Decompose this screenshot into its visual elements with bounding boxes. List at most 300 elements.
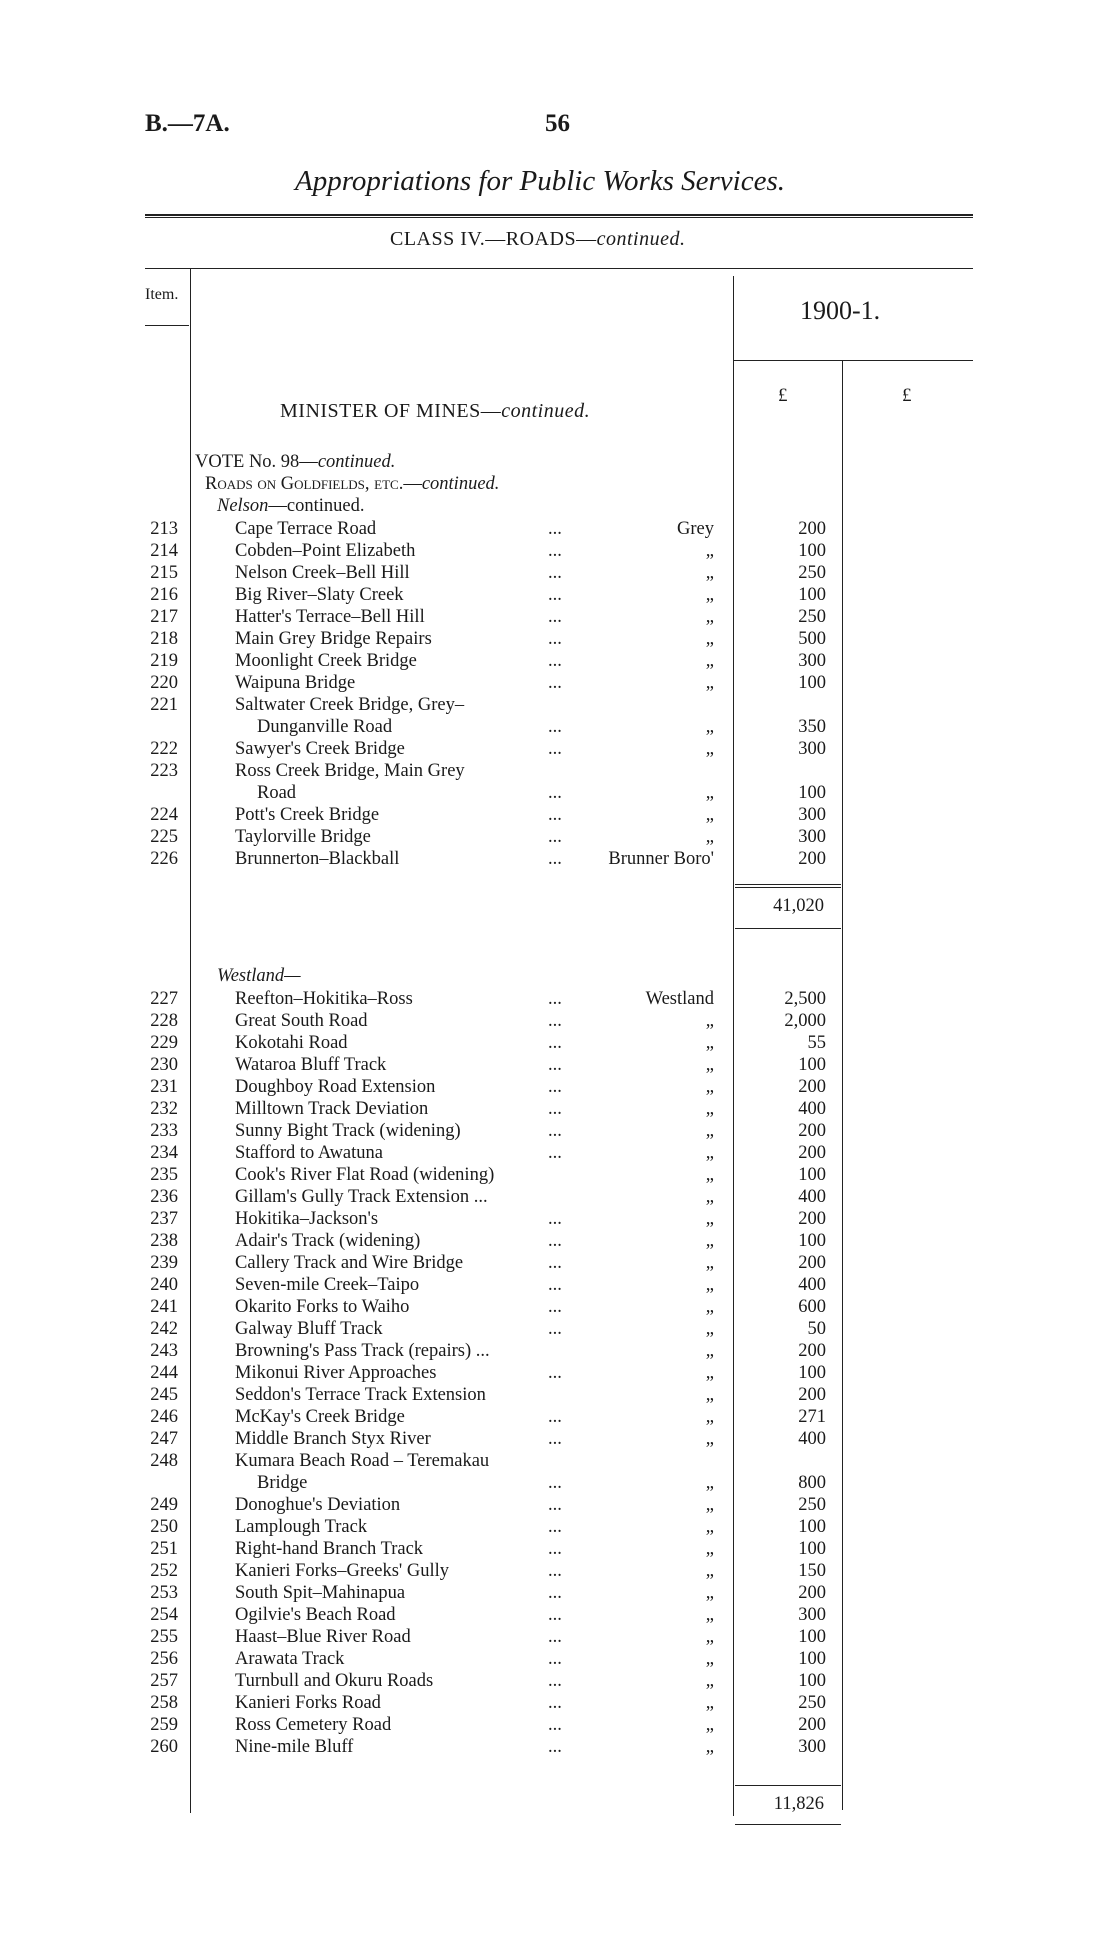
year-header-rule [733, 360, 973, 361]
item-description: Reefton–Hokitika–Ross [235, 989, 413, 1009]
item-location: „ [705, 607, 714, 627]
table-row [0, 1186, 1114, 1208]
leader-dots: ... [548, 1649, 562, 1669]
item-column-header: Item. [145, 286, 179, 303]
table-row [0, 1582, 1114, 1604]
item-amount: 600 [798, 1297, 826, 1317]
leader-dots: ... [548, 1055, 562, 1075]
item-amount: 271 [798, 1407, 826, 1427]
leader-dots: ... [548, 1363, 562, 1383]
item-number: 259 [150, 1715, 178, 1735]
table-row [0, 1340, 1114, 1362]
item-amount: 200 [798, 849, 826, 869]
item-amount: 300 [798, 1737, 826, 1757]
item-location: „ [705, 1517, 714, 1537]
item-description: McKay's Creek Bridge [235, 1407, 405, 1427]
leader-dots: ... [548, 541, 562, 561]
table-row [0, 1164, 1114, 1186]
roads-heading-text: Roads on Goldfields, etc.— [205, 474, 422, 494]
item-amount: 100 [798, 1363, 826, 1383]
item-number: 230 [150, 1055, 178, 1075]
leader-dots: ... [548, 1517, 562, 1537]
item-description: Kumara Beach Road – Teremakau [235, 1451, 490, 1471]
item-number: 228 [150, 1011, 178, 1031]
item-amount: 200 [798, 1715, 826, 1735]
item-description: Gillam's Gully Track Extension ... [235, 1187, 488, 1207]
item-number: 220 [150, 673, 178, 693]
class-heading-suffix: continued. [596, 228, 686, 250]
item-description: Haast–Blue River Road [235, 1627, 411, 1647]
table-row [0, 988, 1114, 1010]
leader-dots: ... [548, 1671, 562, 1691]
nelson-suffix: —continued. [268, 496, 365, 516]
item-description: Ross Creek Bridge, Main Grey [235, 761, 465, 781]
table-row [0, 760, 1114, 782]
item-description: Nine-mile Bluff [235, 1737, 354, 1757]
table-row [0, 1362, 1114, 1384]
item-amount: 200 [798, 1077, 826, 1097]
item-location: „ [705, 1077, 714, 1097]
item-description: Kanieri Forks–Greeks' Gully [235, 1561, 449, 1581]
item-location: „ [705, 1209, 714, 1229]
leader-dots: ... [548, 673, 562, 693]
vote-heading [195, 452, 395, 473]
item-number: 215 [150, 563, 178, 583]
table-row [0, 562, 1114, 584]
item-description: Okarito Forks to Waiho [235, 1297, 410, 1317]
item-amount: 400 [798, 1429, 826, 1449]
table-row [0, 1428, 1114, 1450]
item-description: Big River–Slaty Creek [235, 585, 404, 605]
leader-dots: ... [548, 827, 562, 847]
item-location: „ [705, 1165, 714, 1185]
item-description: Dunganville Road [257, 717, 393, 737]
leader-dots: ... [548, 1209, 562, 1229]
item-amount: 150 [798, 1561, 826, 1581]
table-row [0, 1406, 1114, 1428]
item-description: Milltown Track Deviation [235, 1099, 429, 1119]
item-location: „ [705, 1253, 714, 1273]
item-number: 254 [150, 1605, 178, 1625]
item-description: Seven-mile Creek–Taipo [235, 1275, 420, 1295]
item-number: 223 [150, 761, 178, 781]
item-location: „ [705, 1561, 714, 1581]
leader-dots: ... [548, 563, 562, 583]
item-number: 221 [150, 695, 178, 715]
item-description: Middle Branch Styx River [235, 1429, 431, 1449]
leader-dots: ... [548, 1429, 562, 1449]
item-description: Adair's Track (widening) [235, 1231, 421, 1251]
item-number: 258 [150, 1693, 178, 1713]
item-number: 229 [150, 1033, 178, 1053]
item-amount: 250 [798, 1495, 826, 1515]
item-number: 226 [150, 849, 178, 869]
table-row [0, 1670, 1114, 1692]
item-location: „ [705, 1539, 714, 1559]
item-description: Right-hand Branch Track [235, 1539, 424, 1559]
item-number: 234 [150, 1143, 178, 1163]
table-row [0, 1098, 1114, 1120]
vote-heading-text: VOTE No. 98— [195, 452, 318, 472]
item-amount: 50 [807, 1319, 826, 1339]
leader-dots: ... [548, 805, 562, 825]
table-row [0, 1560, 1114, 1582]
item-location: „ [705, 1363, 714, 1383]
item-location: „ [705, 1341, 714, 1361]
item-number: 236 [150, 1187, 178, 1207]
item-amount: 200 [798, 1341, 826, 1361]
item-location: „ [705, 1473, 714, 1493]
leader-dots: ... [548, 1715, 562, 1735]
item-description: Cook's River Flat Road (widening) [235, 1165, 495, 1185]
item-description: Kokotahi Road [235, 1033, 348, 1053]
item-location: „ [705, 1583, 714, 1603]
table-row [0, 1538, 1114, 1560]
item-location: „ [705, 1297, 714, 1317]
nelson-total-rule-bottom [735, 928, 841, 929]
westland-heading [217, 966, 301, 987]
item-number: 249 [150, 1495, 178, 1515]
table-row [0, 650, 1114, 672]
item-location: „ [705, 1099, 714, 1119]
item-amount: 100 [798, 541, 826, 561]
item-amount: 100 [798, 1231, 826, 1251]
item-amount: 300 [798, 1605, 826, 1625]
item-location: „ [705, 1671, 714, 1691]
vote-heading-suffix: continued. [317, 452, 396, 472]
item-description: Kanieri Forks Road [235, 1693, 381, 1713]
nelson-total-rule-top2 [735, 887, 841, 888]
currency-header-2: £ [902, 385, 912, 406]
item-number: 245 [150, 1385, 178, 1405]
item-description: Hatter's Terrace–Bell Hill [235, 607, 425, 627]
table-row [0, 694, 1114, 716]
table-row [0, 804, 1114, 826]
item-amount: 55 [807, 1033, 826, 1053]
item-description: Waipuna Bridge [235, 673, 356, 693]
item-number: 213 [150, 519, 178, 539]
item-amount: 100 [798, 585, 826, 605]
item-description: Browning's Pass Track (repairs) ... [235, 1341, 490, 1361]
item-number: 251 [150, 1539, 178, 1559]
leader-dots: ... [548, 1539, 562, 1559]
leader-dots: ... [548, 739, 562, 759]
leader-dots: ... [548, 783, 562, 803]
item-amount: 100 [798, 1539, 826, 1559]
item-location: „ [705, 1187, 714, 1207]
item-location: „ [705, 739, 714, 759]
leader-dots: ... [548, 1605, 562, 1625]
item-amount: 100 [798, 1627, 826, 1647]
table-row [0, 1714, 1114, 1736]
item-number: 260 [150, 1737, 178, 1757]
page-title: Appropriations for Public Works Services. [295, 165, 786, 197]
leader-dots: ... [548, 1011, 562, 1031]
table-row [0, 1472, 1114, 1494]
item-amount: 2,000 [784, 1011, 826, 1031]
table-row [0, 1516, 1114, 1538]
table-row [0, 1692, 1114, 1714]
item-number: 248 [150, 1451, 178, 1471]
nelson-heading [217, 496, 364, 517]
nelson-total: 41,020 [773, 896, 824, 916]
item-number: 235 [150, 1165, 178, 1185]
table-row [0, 716, 1114, 738]
item-amount: 100 [798, 1055, 826, 1075]
leader-dots: ... [548, 1253, 562, 1273]
leader-dots: ... [548, 717, 562, 737]
item-amount: 2,500 [784, 989, 826, 1009]
item-description: Brunnerton–Blackball [235, 849, 400, 869]
item-number: 239 [150, 1253, 178, 1273]
table-row [0, 584, 1114, 606]
item-location: „ [705, 1231, 714, 1251]
item-location: „ [705, 651, 714, 671]
item-number: 231 [150, 1077, 178, 1097]
table-row [0, 1076, 1114, 1098]
item-location: „ [705, 1275, 714, 1295]
item-amount: 100 [798, 1165, 826, 1185]
item-description: Bridge [257, 1473, 308, 1493]
item-number: 256 [150, 1649, 178, 1669]
item-amount: 250 [798, 607, 826, 627]
item-location: „ [705, 585, 714, 605]
table-row [0, 628, 1114, 650]
leader-dots: ... [548, 1121, 562, 1141]
year-column-header: 1900-1. [800, 296, 881, 325]
table-row [0, 1142, 1114, 1164]
item-amount: 800 [798, 1473, 826, 1493]
item-amount: 200 [798, 519, 826, 539]
item-amount: 200 [798, 1143, 826, 1163]
item-description: Main Grey Bridge Repairs [235, 629, 432, 649]
item-number: 218 [150, 629, 178, 649]
minister-heading [280, 400, 590, 423]
item-amount: 300 [798, 805, 826, 825]
table-row [0, 1736, 1114, 1758]
item-number: 253 [150, 1583, 178, 1603]
item-location: „ [705, 1649, 714, 1669]
item-description: Lamplough Track [235, 1517, 368, 1537]
item-description: Callery Track and Wire Bridge [235, 1253, 464, 1273]
leader-dots: ... [548, 607, 562, 627]
leader-dots: ... [548, 1495, 562, 1515]
table-row [0, 1032, 1114, 1054]
item-location: Brunner Boro' [608, 849, 714, 869]
item-description: South Spit–Mahinapua [235, 1583, 406, 1603]
item-description: Taylorville Bridge [235, 827, 371, 847]
table-row [0, 1318, 1114, 1340]
item-number: 216 [150, 585, 178, 605]
item-description: Nelson Creek–Bell Hill [235, 563, 410, 583]
item-location: „ [705, 805, 714, 825]
leader-dots: ... [548, 1693, 562, 1713]
item-amount: 400 [798, 1187, 826, 1207]
item-location: „ [705, 717, 714, 737]
westland-total-rule-top [735, 1785, 841, 1786]
item-number: 241 [150, 1297, 178, 1317]
item-amount: 100 [798, 673, 826, 693]
item-description: Sawyer's Creek Bridge [235, 739, 405, 759]
table-row [0, 1208, 1114, 1230]
item-location: „ [705, 541, 714, 561]
item-header-underline [145, 325, 189, 326]
leader-dots: ... [548, 519, 562, 539]
table-row [0, 1010, 1114, 1032]
leader-dots: ... [548, 1099, 562, 1119]
item-amount: 300 [798, 651, 826, 671]
minister-heading-text: MINISTER OF MINES— [280, 400, 502, 422]
leader-dots: ... [548, 1143, 562, 1163]
item-description: Moonlight Creek Bridge [235, 651, 417, 671]
item-number: 242 [150, 1319, 178, 1339]
item-number: 238 [150, 1231, 178, 1251]
item-amount: 200 [798, 1385, 826, 1405]
item-location: „ [705, 1693, 714, 1713]
item-location: „ [705, 1033, 714, 1053]
table-row [0, 1626, 1114, 1648]
item-amount: 200 [798, 1583, 826, 1603]
table-row [0, 518, 1114, 540]
item-description: Great South Road [235, 1011, 368, 1031]
leader-dots: ... [548, 989, 562, 1009]
leader-dots: ... [548, 1627, 562, 1647]
item-number: 225 [150, 827, 178, 847]
item-amount: 350 [798, 717, 826, 737]
table-row [0, 738, 1114, 760]
item-number: 222 [150, 739, 178, 759]
leader-dots: ... [548, 1297, 562, 1317]
item-number: 233 [150, 1121, 178, 1141]
item-amount: 200 [798, 1253, 826, 1273]
table-row [0, 1494, 1114, 1516]
item-description: Ogilvie's Beach Road [235, 1605, 396, 1625]
westland-region-label: Westland— [217, 966, 301, 986]
item-location: „ [705, 1319, 714, 1339]
item-number: 240 [150, 1275, 178, 1295]
item-description: Mikonui River Approaches [235, 1363, 437, 1383]
document-reference: B.—7A. [145, 110, 230, 137]
top-rule [145, 214, 973, 216]
item-location: „ [705, 1715, 714, 1735]
item-description: Donoghue's Deviation [235, 1495, 401, 1515]
table-row [0, 1274, 1114, 1296]
item-amount: 400 [798, 1099, 826, 1119]
table-row [0, 848, 1114, 870]
westland-total-rule-bottom [735, 1824, 841, 1825]
leader-dots: ... [548, 1319, 562, 1339]
item-description: Galway Bluff Track [235, 1319, 383, 1339]
item-location: „ [705, 1627, 714, 1647]
nelson-total-rule-top [735, 884, 841, 885]
item-number: 247 [150, 1429, 178, 1449]
item-amount: 100 [798, 1517, 826, 1537]
table-top-rule [145, 268, 973, 269]
item-description: Doughboy Road Extension [235, 1077, 436, 1097]
leader-dots: ... [548, 629, 562, 649]
item-description: Stafford to Awatuna [235, 1143, 383, 1163]
item-location: „ [705, 563, 714, 583]
roads-heading [205, 474, 499, 495]
item-number: 243 [150, 1341, 178, 1361]
item-location: „ [705, 1055, 714, 1075]
item-amount: 200 [798, 1209, 826, 1229]
item-location: „ [705, 783, 714, 803]
table-row [0, 1384, 1114, 1406]
item-amount: 500 [798, 629, 826, 649]
item-location: Grey [677, 519, 714, 539]
item-location: „ [705, 629, 714, 649]
item-number: 252 [150, 1561, 178, 1581]
item-description: Sunny Bight Track (widening) [235, 1121, 461, 1141]
item-location: „ [705, 1121, 714, 1141]
item-description: Pott's Creek Bridge [235, 805, 380, 825]
item-number: 250 [150, 1517, 178, 1537]
item-location: „ [705, 1011, 714, 1031]
item-amount: 200 [798, 1121, 826, 1141]
item-number: 255 [150, 1627, 178, 1647]
roads-heading-suffix: continued. [421, 474, 500, 494]
item-number: 237 [150, 1209, 178, 1229]
leader-dots: ... [548, 1473, 562, 1493]
item-location: „ [705, 673, 714, 693]
item-number: 244 [150, 1363, 178, 1383]
table-row [0, 1120, 1114, 1142]
table-row [0, 1648, 1114, 1670]
item-amount: 300 [798, 739, 826, 759]
item-description: Saltwater Creek Bridge, Grey– [235, 695, 465, 715]
item-description: Ross Cemetery Road [235, 1715, 392, 1735]
item-location: „ [705, 1407, 714, 1427]
item-description: Arawata Track [235, 1649, 345, 1669]
leader-dots: ... [548, 585, 562, 605]
item-description: Hokitika–Jackson's [235, 1209, 379, 1229]
item-location: „ [705, 1429, 714, 1449]
table-row [0, 1252, 1114, 1274]
item-amount: 100 [798, 1671, 826, 1691]
item-amount: 250 [798, 563, 826, 583]
item-location: „ [705, 1143, 714, 1163]
table-row [0, 1296, 1114, 1318]
page-number: 56 [545, 110, 570, 137]
leader-dots: ... [548, 1737, 562, 1757]
item-amount: 100 [798, 783, 826, 803]
item-description: Seddon's Terrace Track Extension [235, 1385, 486, 1405]
item-description: Wataroa Bluff Track [235, 1055, 387, 1075]
item-description: Road [257, 783, 297, 803]
item-location: „ [705, 1385, 714, 1405]
item-number: 227 [150, 989, 178, 1009]
item-location: „ [705, 1737, 714, 1757]
table-row [0, 1054, 1114, 1076]
table-row [0, 606, 1114, 628]
class-heading-text: CLASS IV.—ROADS— [390, 228, 597, 250]
item-location: „ [705, 1605, 714, 1625]
leader-dots: ... [548, 1231, 562, 1251]
leader-dots: ... [548, 651, 562, 671]
item-location: Westland [645, 989, 714, 1009]
item-number: 219 [150, 651, 178, 671]
item-amount: 100 [798, 1649, 826, 1669]
table-row [0, 672, 1114, 694]
item-number: 217 [150, 607, 178, 627]
leader-dots: ... [548, 849, 562, 869]
item-number: 257 [150, 1671, 178, 1691]
leader-dots: ... [548, 1077, 562, 1097]
table-row [0, 1230, 1114, 1252]
leader-dots: ... [548, 1561, 562, 1581]
table-row [0, 540, 1114, 562]
